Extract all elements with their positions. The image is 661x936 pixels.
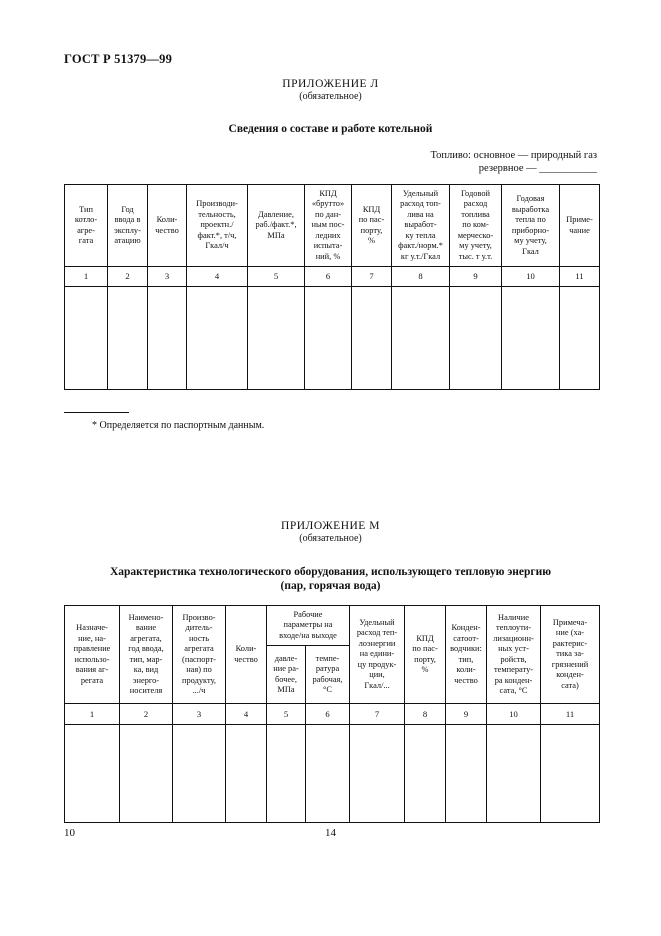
- col-number: 11: [560, 267, 600, 287]
- footnote: * Определяется по паспортным данным.: [92, 420, 265, 431]
- col-header-capacity: Произво- дитель- ность агрегата (паспорт- ная) по продукту, .../ч: [173, 606, 226, 704]
- footnote-divider: [64, 412, 129, 413]
- col-number: 5: [248, 267, 305, 287]
- col-number: 4: [187, 267, 248, 287]
- appendix-m-status: (обязательное): [299, 533, 362, 544]
- col-number: 4: [226, 704, 267, 725]
- appendix-m-heading-line2: (пар, горячая вода): [280, 580, 381, 592]
- col-number: 6: [306, 704, 350, 725]
- col-header-note: Примеча- ние (ха- рактерис- тика за- грязнений конден- сата): [541, 606, 600, 704]
- col-header-specific-fuel: Удельный расход топ- лива на выработ- ку тепла факт./норм.* кг у.т./Гкал: [392, 185, 450, 267]
- table-boiler-composition: [64, 184, 600, 390]
- page-number-center: 14: [325, 827, 336, 839]
- fuel-main: Топливо: основное — природный газ: [430, 150, 597, 161]
- col-header-specific-heat: Удельный расход теп- лоэнергии на едини- цу продук- ции, Гкал/...: [350, 606, 405, 704]
- col-number: 7: [350, 704, 405, 725]
- col-header-year: Год ввода в эксплу- атацию: [108, 185, 148, 267]
- col-header-condensate-traps: Конден- сатоот- водчики: тип, коли- чество: [446, 606, 487, 704]
- col-header-efficiency: КПД по пас- порту, %: [405, 606, 446, 704]
- col-number: 6: [305, 267, 352, 287]
- appendix-l-heading: Сведения о составе и работе котельной: [228, 123, 433, 135]
- col-header-heat-recovery: Наличие теплоути- лизационн- ных уст- ройств, температу- ра конден- сата, °С: [487, 606, 541, 704]
- appendix-l-title: ПРИЛОЖЕНИЕ Л: [282, 78, 379, 90]
- appendix-l-status: (обязательное): [299, 91, 362, 102]
- col-header-efficiency-gross: КПД «брутто» по дан- ным пос- ледних испыта- ний, %: [305, 185, 352, 267]
- col-number: 2: [108, 267, 148, 287]
- table-technological-equipment: [64, 605, 600, 823]
- col-header-quantity: Коли- чество: [226, 606, 267, 704]
- col-header-working-parameters: Рабочие параметры на входе/на выходе: [267, 606, 350, 646]
- fuel-reserve: резервное — ___________: [478, 163, 597, 174]
- document-id: ГОСТ Р 51379—99: [64, 52, 173, 66]
- col-number: 10: [502, 267, 560, 287]
- col-number: 8: [405, 704, 446, 725]
- col-header-type: Тип котло- агре- гата: [65, 185, 108, 267]
- col-header-unit-name: Наимено- вание агрегата, год ввода, тип, мар- ка, вид энерго- носителя: [120, 606, 173, 704]
- page-number-left: 10: [64, 827, 75, 839]
- appendix-m-heading-line1: Характеристика технологического оборудования, использующего тепловую энергию: [109, 566, 552, 578]
- col-number: 3: [173, 704, 226, 725]
- col-number: 11: [541, 704, 600, 725]
- col-header-pressure: Давление, раб./факт.*, МПа: [248, 185, 305, 267]
- col-header-temperature: темпе- ратура рабочая, °С: [306, 646, 350, 704]
- col-header-annual-heat: Годовая выработка тепла по приборно- му учету, Гкал: [502, 185, 560, 267]
- col-header-quantity: Коли- чество: [148, 185, 187, 267]
- appendix-m-title: ПРИЛОЖЕНИЕ М: [281, 520, 380, 532]
- col-number: 8: [392, 267, 450, 287]
- col-number: 7: [352, 267, 392, 287]
- col-header-purpose: Назначе- ние, на- правление использо- вания аг- регата: [65, 606, 120, 704]
- col-number: 5: [267, 704, 306, 725]
- col-number: 10: [487, 704, 541, 725]
- col-header-note: Приме- чание: [560, 185, 600, 267]
- col-header-capacity: Производи- тельность, проектн./ факт.*, т/ч, Гкал/ч: [187, 185, 248, 267]
- col-number: 2: [120, 704, 173, 725]
- col-header-annual-fuel: Годовой расход топлива по ком- мерческо- му учету, тыс. т у.т.: [450, 185, 502, 267]
- col-number: 1: [65, 267, 108, 287]
- table-row-empty: [65, 725, 600, 823]
- col-header-pressure: давле- ние ра- бочее, МПа: [267, 646, 306, 704]
- col-number: 1: [65, 704, 120, 725]
- col-header-efficiency-passport: КПД по пас- порту, %: [352, 185, 392, 267]
- col-number: 9: [450, 267, 502, 287]
- col-number: 3: [148, 267, 187, 287]
- table-row-empty: [65, 287, 600, 390]
- col-number: 9: [446, 704, 487, 725]
